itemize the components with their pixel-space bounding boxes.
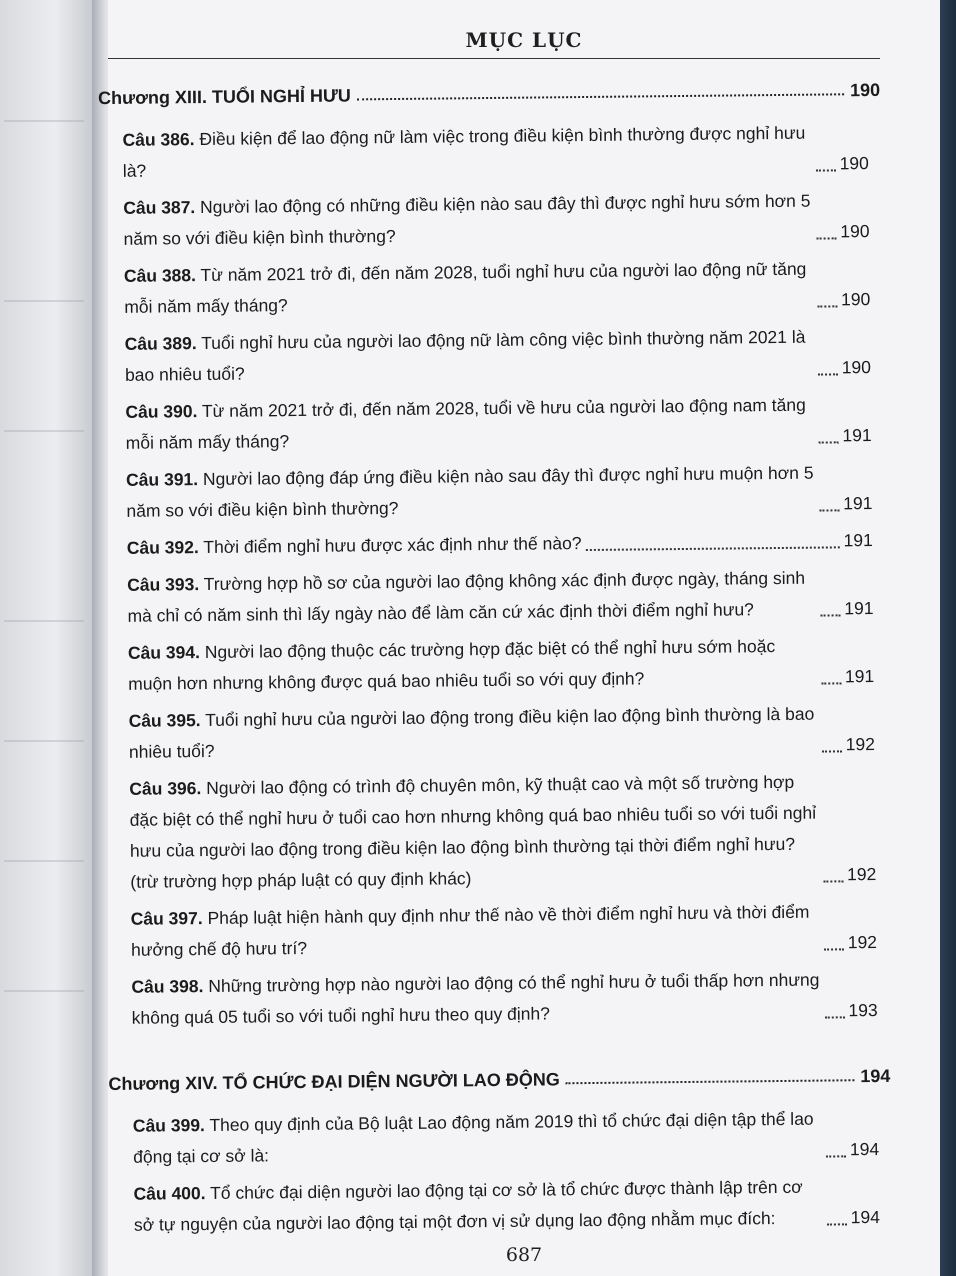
entry-page: 192 [846, 863, 877, 885]
page-number: 687 [505, 1244, 543, 1266]
entry-number: Câu 399. [132, 1115, 205, 1136]
toc-entry [127, 525, 873, 564]
toc-entry [133, 1171, 880, 1241]
leader-dots [817, 305, 837, 307]
entry-number: Câu 394. [127, 642, 201, 663]
toc-entry [128, 698, 875, 768]
entry-text: Người lao động có trình độ chuyên môn, kỹ thuật cao và một số trường hợp đặc biệt có thể nghỉ hưu ở tuổi cao hơn nhưng không quá bao nhiêu tuổi so với tuổi nghỉ hưu của người lao động trong điều kiện lao động bình thường tại thời điểm nghỉ hưu? (trừ trường hợp pháp luật có quy định khác) [129, 771, 817, 892]
chapter-heading [98, 80, 880, 109]
chapter-heading [108, 1066, 890, 1095]
facing-left-page [0, 0, 92, 1276]
toc-entry [122, 117, 869, 187]
chapter-page: 190 [849, 79, 881, 101]
entry-text: Những trường hợp nào người lao động có thể nghỉ hưu ở tuổi thấp hơn nhưng không quá 05 tuổi so với tuổi nghỉ hưu theo quy định? [131, 969, 820, 1028]
entry-page: 193 [848, 999, 878, 1021]
leader-dots [826, 1155, 846, 1157]
entry-text: Pháp luật hiện hành quy định như thế nào về thời điểm nghỉ hưu và thời điểm hưởng chế độ hưu trí? [130, 901, 810, 960]
entry-text: Tuổi nghỉ hưu của người lao động trong điều kiện lao động bình thường là bao nhiêu tuổi? [128, 703, 815, 762]
entry-text: Tuổi nghỉ hưu của người lao động nữ làm công việc bình thường năm 2021 là bao nhiêu tuổi? [124, 326, 806, 385]
leader-dots [816, 169, 836, 171]
entry-page: 191 [843, 493, 873, 514]
entry-number: Câu 386. [122, 129, 195, 150]
leader-dots [820, 614, 840, 616]
entry-number: Câu 390. [125, 401, 198, 422]
leader-dots [824, 948, 844, 950]
leader-dots [586, 546, 840, 551]
table-of-contents [98, 79, 891, 1241]
leader-dots [357, 93, 844, 100]
leader-dots [821, 682, 841, 684]
entry-text: Từ năm 2021 trở đi, đến năm 2028, tuổi về hưu của người lao động nam tăng mỗi năm mấy tháng? [125, 394, 806, 453]
entry-number: Câu 400. [133, 1183, 206, 1204]
leader-dots [825, 1016, 845, 1018]
toc-entry [124, 253, 871, 323]
entry-text: Người lao động có những điều kiện nào sau đây thì được nghỉ hưu sớm hơn 5 năm so với điều kiện bình thường? [123, 190, 811, 249]
entry-text: Theo quy định của Bộ luật Lao động năm 2019 thì tổ chức đại diện tập thể lao động tại cơ sở là: [133, 1108, 814, 1167]
entry-page: 194 [850, 1206, 880, 1228]
toc-entry [125, 389, 872, 459]
leader-dots [816, 237, 836, 239]
leader-dots [819, 509, 839, 511]
entry-number: Câu 398. [131, 976, 204, 997]
leader-dots [819, 441, 839, 443]
toc-entry [126, 457, 873, 527]
chapter-label: Chương XIII. TUỔI NGHỈ HƯU [98, 85, 351, 109]
toc-entry [131, 964, 878, 1034]
entry-page: 190 [839, 153, 869, 174]
leader-dots [823, 880, 843, 882]
entry-text: Người lao động đáp ứng điều kiện nào sau đây thì được nghỉ hưu muộn hơn 5 năm so với điều kiện bình thường? [126, 462, 814, 521]
entry-page: 191 [844, 598, 874, 619]
chapter-label: Chương XIV. TỔ CHỨC ĐẠI DIỆN NGƯỜI LAO ĐỘNG [108, 1069, 560, 1095]
entry-number: Câu 393. [127, 574, 200, 595]
toc-page [98, 0, 940, 1276]
toc-entry [133, 1103, 880, 1173]
toc-entry [123, 185, 870, 255]
toc-entry [131, 896, 878, 966]
page-header-title: MỤC LỤC [465, 28, 583, 52]
toc-entry [127, 562, 874, 632]
entry-number: Câu 387. [123, 197, 196, 218]
entry-number: Câu 395. [128, 710, 201, 731]
entry-page: 192 [847, 931, 878, 953]
toc-entry [128, 630, 875, 700]
leader-dots [566, 1079, 855, 1084]
entry-text: Người lao động thuộc các trường hợp đặc biệt có thể nghỉ hưu sớm hoặc muộn hơn nhưng không được quá bao nhiêu tuổi so với quy định? [128, 636, 776, 694]
toc-entry [129, 766, 876, 898]
chapter-page: 194 [860, 1065, 891, 1087]
entry-page: 192 [845, 734, 876, 755]
entry-text: Từ năm 2021 trở đi, đến năm 2028, tuổi nghỉ hưu của người lao động nữ tăng mỗi năm mấy tháng? [124, 258, 807, 317]
leader-dots [822, 750, 842, 752]
entry-number: Câu 389. [124, 333, 197, 354]
entry-page: 191 [842, 425, 872, 446]
entry-text: Tổ chức đại diện người lao động tại cơ sở là tổ chức được thành lập trên cơ sở tự nguyện của người lao động tại một đơn vị sử dụng lao động nhằm mục đích: [133, 1176, 803, 1235]
entry-page: 190 [841, 357, 872, 378]
entry-page: 190 [840, 289, 871, 310]
leader-dots [818, 373, 838, 375]
entry-text: Trường hợp hồ sơ của người lao động không xác định được ngày, tháng sinh mà chỉ có năm sinh thì lấy ngày nào để làm căn cứ xác định thời điểm nghỉ hưu? [127, 567, 806, 626]
entry-number: Câu 388. [123, 265, 197, 286]
entry-page: 191 [843, 530, 873, 551]
leader-dots [827, 1223, 847, 1225]
entry-page: 194 [849, 1138, 880, 1160]
entry-number: Câu 397. [130, 908, 203, 929]
entry-page: 190 [840, 221, 870, 242]
entry-text: Thời điểm nghỉ hưu được xác định như thế nào? [203, 533, 582, 558]
entry-number: Câu 396. [129, 778, 202, 799]
entry-text: Điều kiện để lao động nữ làm việc trong điều kiện bình thường được nghỉ hưu là? [122, 122, 806, 181]
entry-number: Câu 391. [125, 469, 199, 490]
book-cover-edge [940, 0, 956, 1276]
entry-page: 191 [844, 666, 875, 687]
entry-number: Câu 392. [126, 537, 199, 558]
header-rule [108, 58, 880, 59]
toc-entry [125, 321, 872, 391]
